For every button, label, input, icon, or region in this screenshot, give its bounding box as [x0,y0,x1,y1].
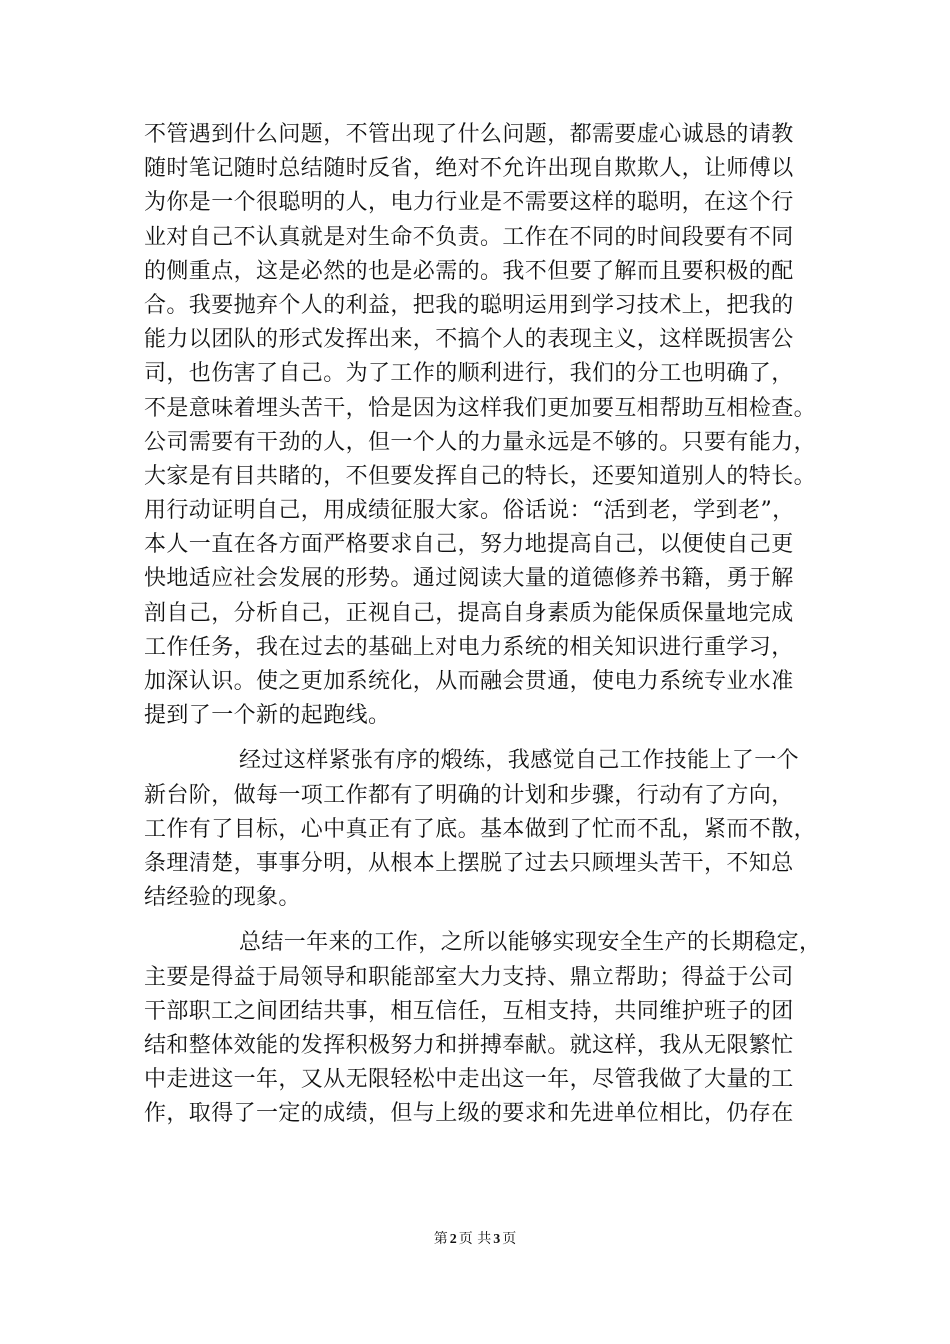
text-line: 工作任务，我在过去的基础上对电力系统的相关知识进行重学习， [144,634,794,660]
paragraph-1 [144,118,820,733]
text-line: 不是意味着埋头苦干，恰是因为这样我们更加要互相帮助互相检查。 [144,395,817,421]
page-number-suffix: 页 [502,1231,517,1247]
text-line: 中走进这一年，又从无限轻松中走出这一年，尽管我做了大量的工 [144,1067,794,1093]
text-line: 经过这样紧张有序的煅练，我感觉自己工作技能上了一个 [239,748,800,774]
text-line: 剖自己，分析自己，正视自己，提高自身素质为能保质保量地完成 [144,600,794,626]
text-line: 本人一直在各方面严格要求自己，努力地提高自己，以便使自己更 [144,532,794,558]
text-line: 条理清楚，事事分明，从根本上摆脱了过去只顾埋头苦干，不知总 [144,850,794,876]
page-number-prefix: 第 [433,1231,448,1247]
text-line: 新台阶，做每一项工作都有了明确的计划和步骤，行动有了方向， [144,782,794,808]
text-line: 大家是有目共睹的，不但要发挥自己的特长，还要知道别人的特长。 [144,463,817,489]
text-line: 结和整体效能的发挥积极努力和拼搏奉献。就这样，我从无限繁忙 [144,1032,794,1058]
text-line: 干部职工之间团结共事，相互信任，互相支持，共同维护班子的团 [144,998,794,1024]
text-line: 快地适应社会发展的形势。通过阅读大量的道德修养书籍，勇于解 [144,566,794,592]
text-line: 用行动证明自己，用成绩征服大家。俗话说：“活到老，学到老”， [144,498,795,524]
text-line: 工作有了目标，心中真正有了底。基本做到了忙而不乱，紧而不散， [144,816,817,842]
text-line: 合。我要抛弃个人的利益，把我的聪明运用到学习技术上，把我的 [144,292,794,318]
text-line: 公司需要有干劲的人，但一个人的力量永远是不够的。只要有能力， [144,429,817,455]
paragraph-spacer [144,915,820,926]
document-body [144,118,820,1131]
text-line: 司，也伤害了自己。为了工作的顺利进行，我们的分工也明确了， [144,361,794,387]
paragraph-spacer [144,733,820,744]
current-page-number: 2 [449,1232,457,1247]
paragraph-2 [144,744,820,915]
text-line: 为你是一个很聪明的人，电力行业是不需要这样的聪明，在这个行 [144,190,794,216]
text-line: 的侧重点，这是必然的也是必需的。我不但要了解而且要积极的配 [144,258,794,284]
text-line: 总结一年来的工作，之所以能够实现安全生产的长期稳定， [239,930,822,956]
page-number-middle: 页 共 [458,1231,492,1247]
text-line: 不管遇到什么问题，不管出现了什么问题，都需要虚心诚恳的请教 [144,122,794,147]
text-line: 提到了一个新的起跑线。 [144,703,391,729]
text-line: 随时笔记随时总结随时反省，绝对不允许出现自欺欺人，让师傅以 [144,156,794,182]
text-line: 主要是得益于局领导和职能部室大力支持、鼎立帮助；得益于公司 [144,964,794,990]
text-line: 能力以团队的形式发挥出来，不搞个人的表现主义，这样既损害公 [144,327,794,353]
text-line: 加深认识。使之更加系统化，从而融会贯通，使电力系统专业水准 [144,669,794,694]
paragraph-3 [144,926,820,1131]
total-page-count: 3 [493,1232,501,1247]
text-line: 作，取得了一定的成绩，但与上级的要求和先进单位相比，仍存在 [144,1101,794,1127]
text-line: 业对自己不认真就是对生命不负责。工作在不同的时间段要有不同 [144,224,794,250]
page-footer [0,1230,950,1249]
text-line: 结经验的现象。 [144,885,301,911]
